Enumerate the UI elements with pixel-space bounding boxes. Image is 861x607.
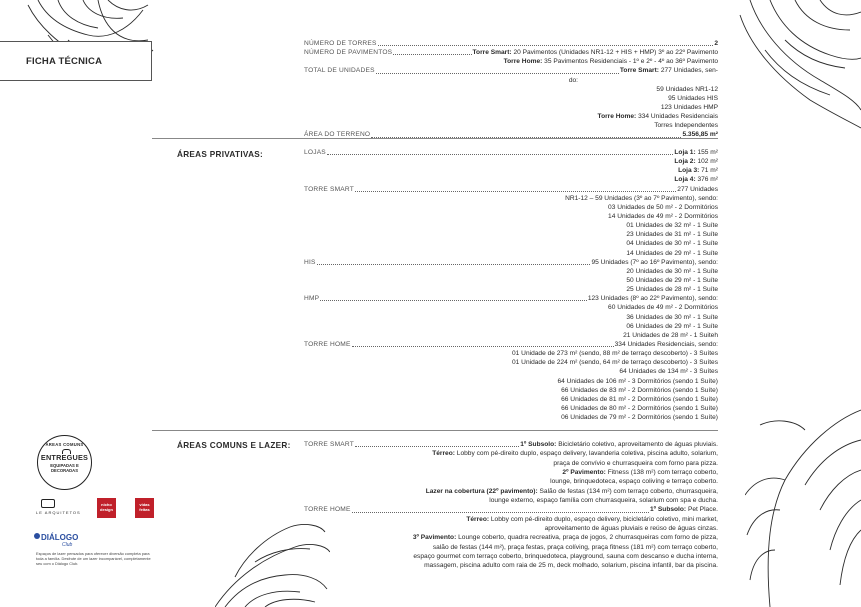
section-divider: [152, 138, 718, 139]
total-line: 95 Unidades HIS: [668, 94, 718, 102]
leader-dots: [355, 191, 676, 192]
comuns-home-line: aproveitamento de águas pluviais e reúso de águas cinzas.: [544, 525, 718, 533]
lojas-row: LOJAS Loja 1: 155 m²: [304, 148, 718, 156]
hmp-line: 60 Unidades de 49 m² - 2 Dormitórios: [608, 304, 718, 312]
torre-smart-value: 277 Unidades: [677, 185, 718, 193]
hmp-row: [304, 294, 718, 303]
his-line: 20 Unidades de 30 m² - 1 Suíte: [626, 267, 718, 275]
hmp-line: 06 Unidades de 29 m² - 1 Suíte: [626, 322, 718, 330]
numero-torres-row: [304, 39, 718, 48]
numero-pavimentos-row: [304, 48, 718, 57]
numero-torres-label: NÚMERO DE TORRES: [304, 39, 377, 47]
hmp-value: 123 Unidades (8º ao 22º Pavimento), sendo:: [587, 295, 718, 303]
leader-dots: [317, 264, 591, 265]
home-line: 66 Unidades de 81 m² - 2 Dormitórios (sendo 1 Suíte): [561, 395, 718, 403]
dialogo-club-text: Club: [62, 542, 73, 548]
general-info-block: [304, 39, 718, 140]
leader-dots: [393, 54, 471, 55]
comuns-smart-line: lounge externo, espaço família com churrasqueira, solarium com spa e ducha.: [489, 497, 718, 505]
total-home-line2: Torres Independentes: [654, 122, 718, 130]
leader-dots: [352, 512, 649, 513]
numero-torres-value: 2: [714, 39, 718, 47]
home-line: 66 Unidades de 80 m² - 2 Dormitórios (sendo 1 Suíte): [561, 404, 718, 412]
leader-dots: [355, 446, 519, 447]
total-line: 59 Unidades NR1-12: [656, 85, 718, 93]
comuns-smart-line: praça de convívio e churrasqueira com forno para pizza.: [553, 459, 718, 467]
monstera-leaf-bottom-right-icon: [745, 400, 861, 607]
badge-top-text: ÁREAS COMUNS: [45, 442, 84, 447]
comuns-smart-line: Lazer na cobertura (22º pavimento): Salão de festas (134 m²) com terraço coberto, churrasqueira,: [425, 487, 718, 495]
home-line: 01 Unidade de 273 m² (sendo, 88 m² de terraço descoberto) - 3 Suítes: [512, 350, 718, 358]
home-line: 06 Unidades de 79 m² - 2 Dormitórios (sendo 1 Suíte): [561, 414, 718, 422]
his-row: [304, 258, 718, 267]
his-line: 50 Unidades de 29 m² - 1 Suíte: [626, 276, 718, 284]
nr1-line: 03 Unidades de 50 m² - 2 Dormitórios: [608, 203, 718, 211]
total-unidades-label: TOTAL DE UNIDADES: [304, 67, 375, 75]
torre-home-label: TORRE HOME: [304, 340, 351, 348]
comuns-home-label: TORRE HOME: [304, 506, 351, 514]
pavimentos-home-line: Torre Home: 35 Pavimentos Residenciais - 1º e 2º - 4º ao 36º Pavimento: [503, 58, 718, 66]
areas-comuns-label: ÁREAS COMUNS E LAZER:: [177, 441, 291, 450]
total-unidades-row: TOTAL DE UNIDADES Torre Smart: 277 Unidades, sen-: [304, 67, 718, 75]
leader-dots: [378, 45, 714, 46]
nr1-line: NR1-12 – 59 Unidades (3º ao 7º Pavimento), sendo:: [565, 194, 718, 202]
loja-line: Loja 3: 71 m²: [678, 167, 718, 175]
his-label: HIS: [304, 258, 316, 266]
areas-comuns-block: [304, 440, 718, 571]
area-terreno-value: 5.356,85 m²: [682, 131, 718, 139]
leader-dots: [376, 73, 619, 74]
total-line: do:: [568, 76, 578, 84]
his-line: 25 Unidades de 28 m² - 1 Suíte: [626, 286, 718, 294]
le-logo-text: LE ARQUITETOS: [36, 510, 81, 515]
comuns-smart-line: Térreo: Lobby com pé-direito duplo, espaço delivery, lavanderia coletiva, piscina adulto, solarium,: [432, 450, 718, 458]
comuns-home-line: salão de festas (144 m²), praça festas, praça colíving, praça fitness (181 m²) com terraço coberto,: [432, 543, 718, 551]
pavimentos-smart-text: 20 Pavimentos (Unidades NR1-12 + HIS + HMP) 3º ao 22º Pavimento: [511, 49, 718, 57]
badge-sub-text: EQUIPADAS E DECORADAS: [50, 463, 79, 473]
leader-dots: [352, 346, 614, 347]
ficha-tecnica-title: [0, 41, 152, 81]
nr1-line: 23 Unidades de 31 m² - 1 Suíte: [626, 231, 718, 239]
nr1-line: 14 Unidades de 49 m² - 2 Dormitórios: [608, 212, 718, 220]
comuns-smart-line: lounge, brinquedoteca, espaço colivíng e terraço coberto.: [550, 478, 718, 486]
comuns-smart-row: TORRE SMART 1º Subsolo: Bicicletário coletivo, aproveitamento de águas pluviais.: [304, 441, 718, 448]
dialogo-description: Espaços de lazer pensados para oferecer diversão completa para toda a família. Desfrute de um lazer incomparável, completamente seu com o Diálogo Club.: [36, 551, 151, 566]
torre-smart-label: TORRE SMART: [304, 185, 354, 193]
dialogo-dot-icon: [34, 533, 40, 539]
comuns-smart-label: TORRE SMART: [304, 441, 354, 448]
comuns-home-line: Térreo: Lobby com pé-direito duplo, espaço delivery, bicicletário coletivo, mini market,: [466, 515, 718, 523]
section-divider: [152, 430, 718, 431]
hmp-label: HMP: [304, 295, 320, 303]
total-home-line: Torre Home: 334 Unidades Residenciais: [597, 113, 718, 121]
home-line: 01 Unidade de 224 m² (sendo, 64 m² de terraço descoberto) - 3 Suítes: [512, 359, 718, 367]
vidas-feitas-logo: vidas feitas: [135, 498, 154, 518]
comuns-home-row: TORRE HOME 1º Subsolo: Pet Place.: [304, 506, 718, 514]
comuns-home-line: espaço gourmet com terraço coberto, brinquedoteca, playground, sauna com descanso e ducha interna,: [413, 553, 718, 561]
torre-home-value: 334 Unidades Residenciais, sendo:: [614, 340, 718, 348]
hmp-line: 21 Unidades de 28 m² - 1 Suiteh: [623, 331, 718, 339]
comuns-home-line: massagem, piscina adulto com raia de 25 m, deck molhado, solarium, piscina infantil, bar da piscina.: [424, 562, 718, 570]
numero-pavimentos-label: NÚMERO DE PAVIMENTOS: [304, 49, 393, 57]
dialogo-text: DIÁLOGO: [41, 533, 79, 542]
total-line: 123 Unidades HMP: [660, 103, 718, 111]
comuns-smart-line: 2º Pavimento: Fitness (138 m²) com terraço coberto,: [562, 469, 718, 477]
home-line: 66 Unidades de 83 m² - 2 Dormitórios (sendo 1 Suíte): [561, 386, 718, 394]
le-arquitetos-logo: [36, 499, 81, 517]
le-logo-mark-icon: [41, 499, 55, 508]
areas-privativas-block: [304, 148, 718, 422]
leader-dots: [320, 300, 587, 301]
torre-smart-row: [304, 185, 718, 194]
home-line: 64 Unidades de 134 m² - 3 Suítes: [619, 368, 718, 376]
hmp-line: 36 Unidades de 30 m² - 1 Suíte: [626, 313, 718, 321]
home-line: 64 Unidades de 106 m² - 3 Dormitórios (sendo 1 Suíte): [557, 377, 718, 385]
areas-comuns-entregues-badge: [37, 435, 92, 490]
his-value: 95 Unidades (7º ao 16º Pavimento), sendo:: [591, 258, 718, 266]
area-terreno-label: ÁREA DO TERRENO: [304, 131, 371, 139]
nr1-line: 01 Unidades de 32 m² - 1 Suíte: [626, 222, 718, 230]
ficha-tecnica-label: FICHA TÉCNICA: [26, 55, 103, 67]
nr1-line: 14 Unidades de 29 m² - 1 Suíte: [626, 249, 718, 257]
badge-main-text: ENTREGUES: [40, 453, 89, 462]
areas-privativas-label: ÁREAS PRIVATIVAS:: [177, 150, 264, 159]
comuns-home-line: 3º Pavimento: Lounge coberto, quadra recreativa, praça de jogos, 2 churrasqueiras com forno de pizza,: [412, 534, 718, 542]
loja-line: Loja 4: 376 m²: [674, 176, 718, 184]
nr1-line: 04 Unidades de 30 m² - 1 Suíte: [626, 240, 718, 248]
loja-line: Loja 2: 102 m²: [674, 158, 718, 166]
dialogo-club-logo: [41, 533, 79, 548]
leader-dots: [327, 154, 674, 155]
pavimentos-smart-bold: Torre Smart:: [472, 49, 512, 57]
monstera-leaf-top-right-icon: [730, 0, 861, 130]
lojas-label: LOJAS: [304, 148, 326, 156]
nicho-logo: nicho design: [97, 498, 116, 518]
torre-home-row: [304, 340, 718, 349]
